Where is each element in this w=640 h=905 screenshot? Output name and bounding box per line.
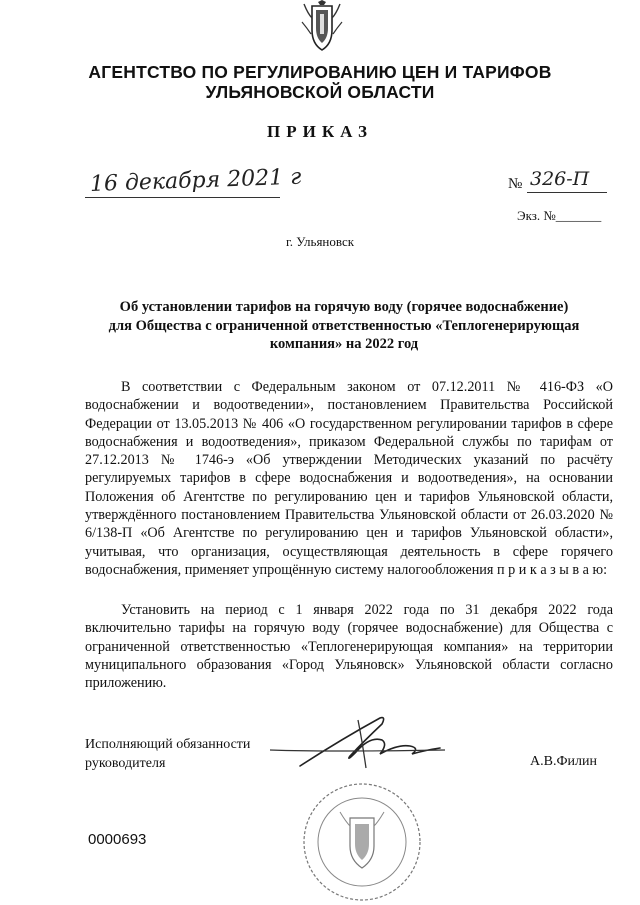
document-type: ПРИКАЗ (267, 122, 373, 141)
official-seal-stamp (300, 780, 430, 905)
signatory-name: А.В.Филин (530, 754, 597, 769)
title-line2: для Общества с ограниченной ответственностью «Теплогенерирующая (108, 317, 580, 334)
copy-blank: _______ (555, 208, 602, 223)
agency-name-line1: АГЕНТСТВО ПО РЕГУЛИРОВАНИЮ ЦЕН И ТАРИФОВ (88, 62, 552, 82)
agency-name-line2: УЛЬЯНОВСКОЙ ОБЛАСТИ (205, 82, 435, 102)
position-line2: руководителя (85, 755, 166, 771)
title-line1: Об установлении тарифов на горячую воду (горячее водоснабжение) (119, 299, 569, 315)
copy-number (517, 208, 601, 224)
signatory-position (85, 736, 250, 773)
body-paragraph-1: В соответствии с Федеральным законом от 07.12.2011 № 416-ФЗ «О водоснабжении и водоотведении», постановлением Правительства Российской Федерации от 13.05.2013 № 406 «О государственном регулировании тарифов в сфере водоснабжения и водоотведения», приказом Федеральной службы по тарифам от 27.12.2013 № 1746-э «Об утверждении Методических указаний по расчёту регулируемых тарифов в сфере водоснабжения и водоотведения», на основании Положения об Агентстве по регулированию цен и тарифов Ульяновской области, утверждённого постановлением Правительства Ульяновской области от 26.03.2020 № 6/138-П «Об Агентстве по регулированию цен и тарифов Ульяновской области», учитывая, что организация, осуществляющая деятельность в сфере горячего водоснабжения, применяет упрощённую систему налогообложения п р и к а з ы в а ю: (85, 379, 613, 578)
city: г. Ульяновск (285, 234, 355, 249)
document-number: 326-П (530, 168, 590, 190)
number-label: № (508, 176, 523, 192)
document-date: 16 декабря 2021 г (89, 164, 302, 197)
copy-label: Экз. № (517, 208, 556, 223)
position-line1: Исполняющий обязанности (85, 737, 251, 752)
number-underline (527, 192, 607, 193)
form-serial-number: 0000693 (88, 831, 147, 848)
body-paragraph-2: Установить на период с 1 января 2022 года по 31 декабря 2022 года включительно тарифы на горячую воду (горячее водоснабжение) для Общества с ограниченной ответственностью «Теплогенерирующая компания» на территории муниципального образования «Город Ульяновск» Ульяновской области согласно приложению. (85, 602, 613, 692)
handwritten-signature (270, 710, 450, 780)
title-line3: компания» на 2022 год (269, 336, 419, 352)
document-title (80, 298, 608, 354)
date-underline (85, 197, 280, 198)
coat-of-arms-icon (298, 0, 346, 52)
